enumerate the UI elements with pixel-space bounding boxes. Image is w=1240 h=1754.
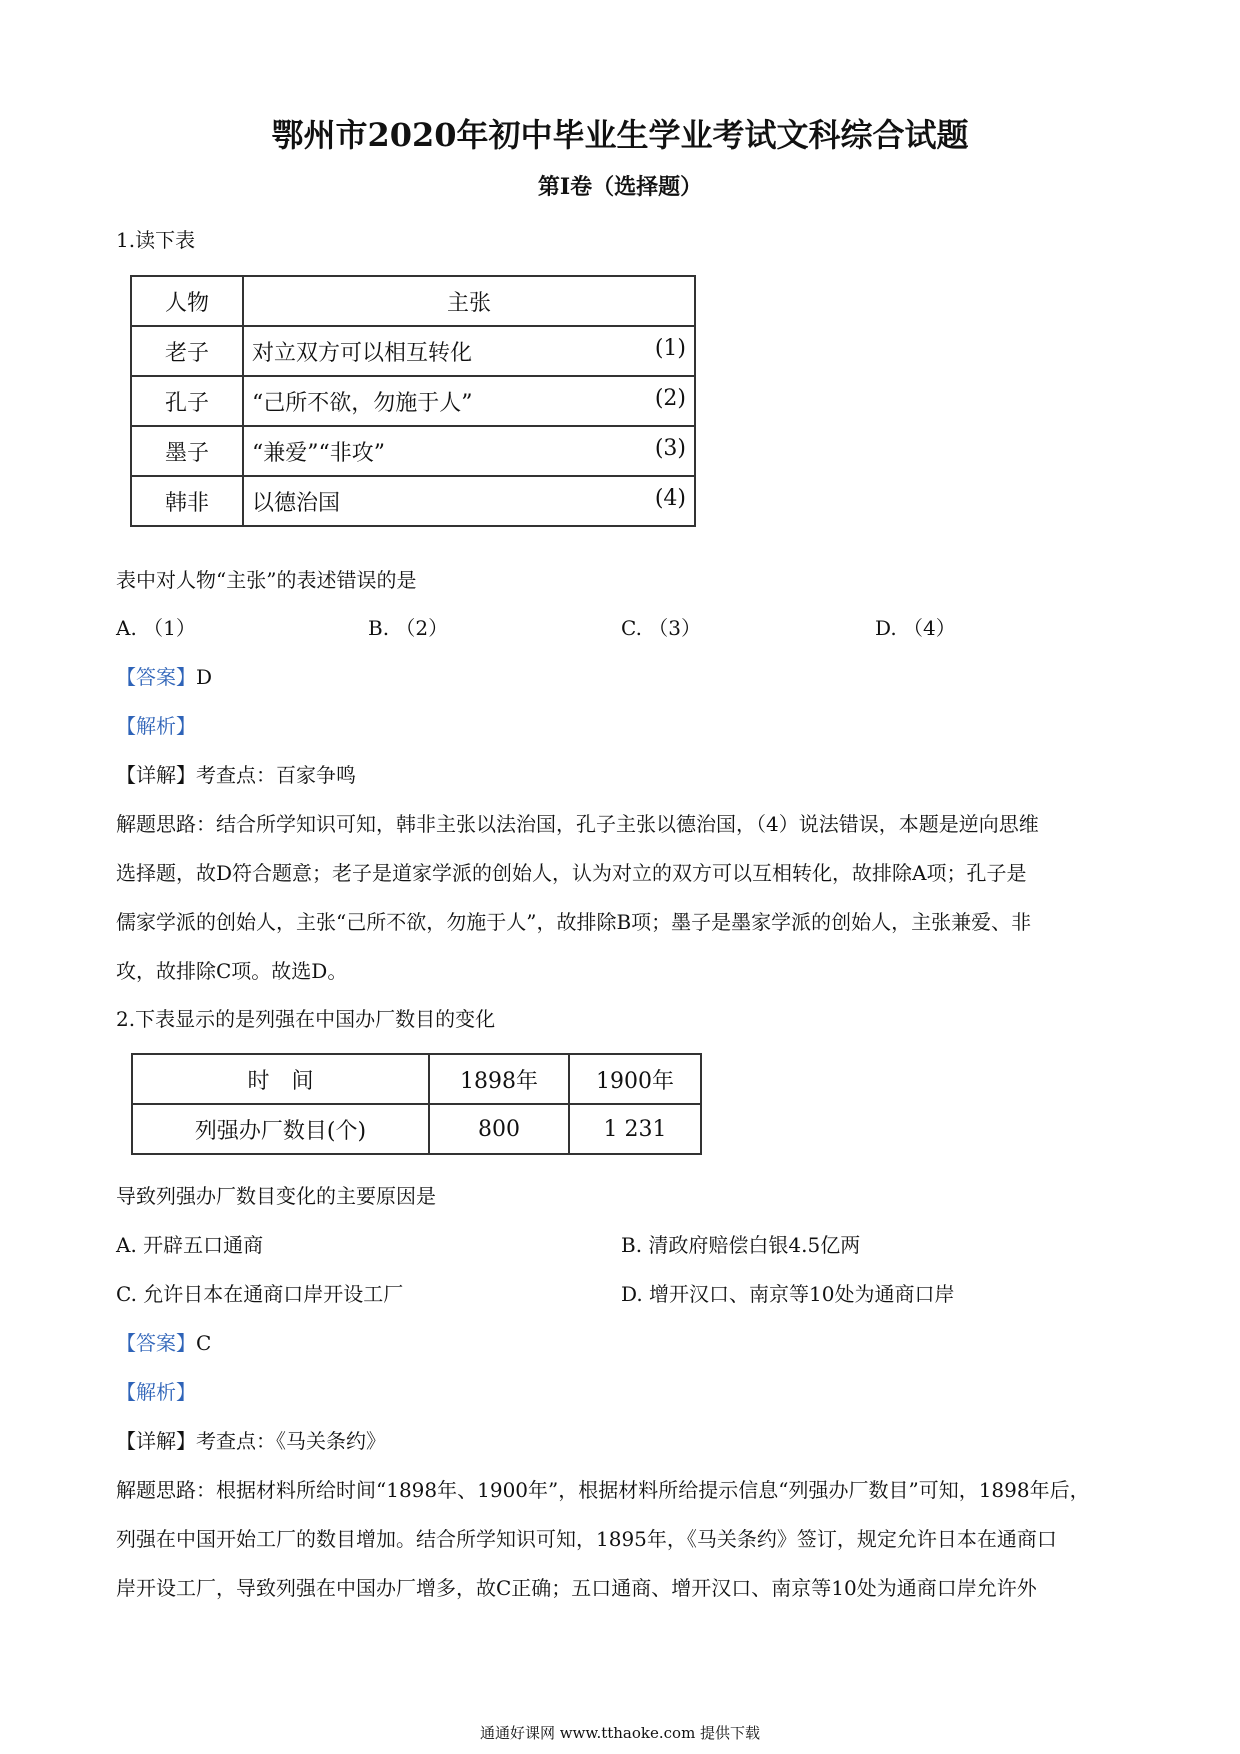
table-row [132, 1104, 701, 1154]
q1-explain-line: 选择题，故D符合题意；老子是道家学派的创始人，认为对立的双方可以互相转化，故排除A项；孔子是 [116, 861, 1027, 885]
table-cell-name: 墨子 [131, 426, 243, 476]
claim-text: “兼爱”“非攻” [252, 440, 385, 466]
answer-tag: 【答案】 [116, 1331, 196, 1355]
q1-explain-line: 攻，故排除C项。故选D。 [116, 959, 348, 983]
page-title: 鄂州市2020年初中毕业生学业考试文科综合试题 [271, 116, 969, 154]
table-cell-claim [243, 376, 695, 426]
q2-analysis-tag: 【解析】 [116, 1380, 196, 1404]
q1-question: 表中对人物“主张”的表述错误的是 [116, 568, 417, 592]
table-cell-claim [243, 476, 695, 526]
q2-explain-line: 列强在中国开始工厂的数目增加。结合所学知识可知，1895年，《马关条约》签订，规定允许日本在通商口 [116, 1527, 1057, 1551]
answer-value: D [196, 665, 213, 689]
table-header-row [132, 1054, 701, 1104]
table-cell: 800 [429, 1104, 569, 1154]
table-cell: 1 231 [569, 1104, 701, 1154]
table-row [131, 326, 695, 376]
q1-option-c: C. （3） [621, 616, 702, 640]
q2-stem: 2.下表显示的是列强在中国办厂数目的变化 [116, 1007, 496, 1031]
q2-option-d: D. 增开汉口、南京等10处为通商口岸 [621, 1282, 955, 1306]
table-row [131, 426, 695, 476]
q1-option-a: A. （1） [116, 616, 196, 640]
table-cell-name: 孔子 [131, 376, 243, 426]
q1-detail [116, 759, 356, 788]
claim-text: 对立双方可以相互转化 [252, 340, 473, 366]
claim-number: (2) [654, 385, 686, 411]
q1-option-d: D. （4） [875, 616, 956, 640]
table-cell-claim [243, 426, 695, 476]
table-row [131, 376, 695, 426]
q2-answer [116, 1327, 211, 1356]
q1-table [130, 275, 696, 527]
q1-answer [116, 661, 212, 690]
q2-option-b: B. 清政府赔偿白银4.5亿两 [621, 1233, 861, 1257]
table-header-cell: 1900年 [569, 1054, 701, 1104]
table-cell-name: 老子 [131, 326, 243, 376]
detail-tag: 【详解】 [116, 763, 196, 787]
claim-text: 以德治国 [252, 490, 341, 516]
table-header-cell: 主张 [243, 276, 695, 326]
detail-text: 考查点：《马关条约》 [196, 1429, 386, 1453]
table-header-row [131, 276, 695, 326]
q1-option-b: B. （2） [368, 616, 449, 640]
table-cell-name: 韩非 [131, 476, 243, 526]
footer-source: 通通好课网 www.tthaoke.com 提供下载 [479, 1724, 761, 1742]
table-header-cell: 人物 [131, 276, 243, 326]
table-header-cell: 1898年 [429, 1054, 569, 1104]
q2-option-a: A. 开辟五口通商 [116, 1233, 264, 1257]
q1-stem: 1.读下表 [116, 228, 196, 252]
detail-tag: 【详解】 [116, 1429, 196, 1453]
answer-value: C [196, 1331, 212, 1355]
claim-number: (4) [654, 485, 686, 511]
answer-tag: 【答案】 [116, 665, 196, 689]
q2-explain-line: 岸开设工厂，导致列强在中国办厂增多，故C正确；五口通商、增开汉口、南京等10处为通商口岸允许外 [116, 1576, 1037, 1600]
table-cell: 列强办厂数目(个) [132, 1104, 429, 1154]
q2-table [131, 1053, 702, 1155]
q1-explain-line: 儒家学派的创始人，主张“己所不欲，勿施于人”，故排除B项；墨子是墨家学派的创始人，主张兼爱、非 [116, 910, 1032, 934]
table-header-cell: 时 间 [132, 1054, 429, 1104]
section-subtitle: 第Ⅰ卷（选择题） [537, 174, 703, 200]
q2-question: 导致列强办厂数目变化的主要原因是 [116, 1184, 436, 1208]
q1-explain-line: 解题思路：结合所学知识可知，韩非主张以法治国，孔子主张以德治国，（4）说法错误，本题是逆向思维 [116, 812, 1039, 836]
q2-detail [116, 1425, 386, 1454]
q2-option-c: C. 允许日本在通商口岸开设工厂 [116, 1282, 404, 1306]
table-row [131, 476, 695, 526]
q2-explain-line: 解题思路：根据材料所给时间“1898年、1900年”，根据材料所给提示信息“列强办厂数目”可知，1898年后， [116, 1478, 1090, 1502]
claim-number: (3) [654, 435, 686, 461]
detail-text: 考查点：百家争鸣 [196, 763, 356, 787]
q1-analysis-tag: 【解析】 [116, 714, 196, 738]
claim-number: (1) [654, 335, 686, 361]
claim-text: “己所不欲，勿施于人” [252, 390, 473, 416]
table-cell-claim [243, 326, 695, 376]
